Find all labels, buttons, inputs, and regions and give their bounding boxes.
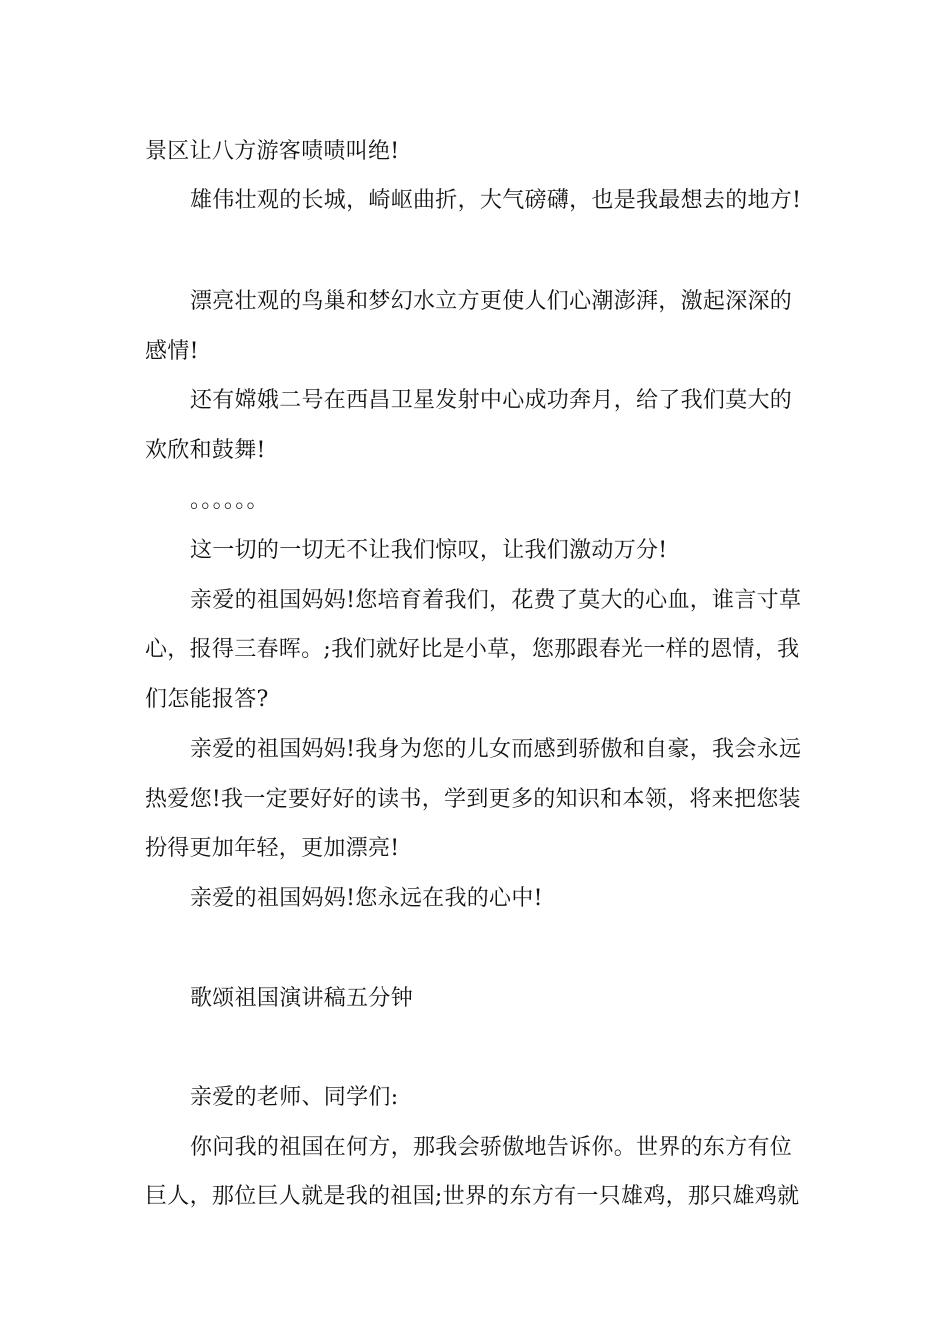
text-line: 热爱您!我一定要好好的读书，学到更多的知识和本领，将来把您装 bbox=[145, 787, 801, 812]
paragraph-line: 漂亮壮观的鸟巢和梦幻水立方更使人们心潮澎湃，激起深深的 bbox=[190, 289, 793, 314]
section-title: 歌颂祖国演讲稿五分钟 bbox=[190, 986, 414, 1011]
paragraph-line: 你问我的祖国在何方，那我会骄傲地告诉你。世界的东方有位 bbox=[190, 1135, 793, 1160]
text-line: 巨人，那位巨人就是我的祖国;世界的东方有一只雄鸡，那只雄鸡就 bbox=[145, 1184, 800, 1209]
text-line: 扮得更加年轻，更加漂亮! bbox=[145, 836, 400, 861]
text-line: 心，报得三春晖。;我们就好比是小草，您那跟春光一样的恩情，我 bbox=[145, 637, 800, 662]
ellipsis-line: 。。。。。。 bbox=[190, 488, 269, 513]
paragraph-line: 还有嫦娥二号在西昌卫星发射中心成功奔月，给了我们莫大的 bbox=[190, 388, 793, 413]
text-line: 们怎能报答? bbox=[145, 687, 269, 712]
paragraph-line: 亲爱的祖国妈妈!您培育着我们，花费了莫大的心血，谁言寸草 bbox=[190, 588, 802, 613]
paragraph-line: 亲爱的祖国妈妈!您永远在我的心中! bbox=[190, 886, 543, 911]
text-line: 感情! bbox=[145, 339, 199, 364]
text-line: 景区让八方游客啧啧叫绝! bbox=[145, 139, 400, 164]
text-line: 欢欣和鼓舞! bbox=[145, 438, 266, 463]
paragraph-line: 雄伟壮观的长城，崎岖曲折，大气磅礴，也是我最想去的地方! bbox=[190, 188, 802, 213]
salutation-line: 亲爱的老师、同学们: bbox=[190, 1085, 399, 1110]
paragraph-line: 亲爱的祖国妈妈!我身为您的儿女而感到骄傲和自豪，我会永远 bbox=[190, 737, 802, 762]
paragraph-line: 这一切的一切无不让我们惊叹，让我们激动万分! bbox=[190, 538, 668, 563]
